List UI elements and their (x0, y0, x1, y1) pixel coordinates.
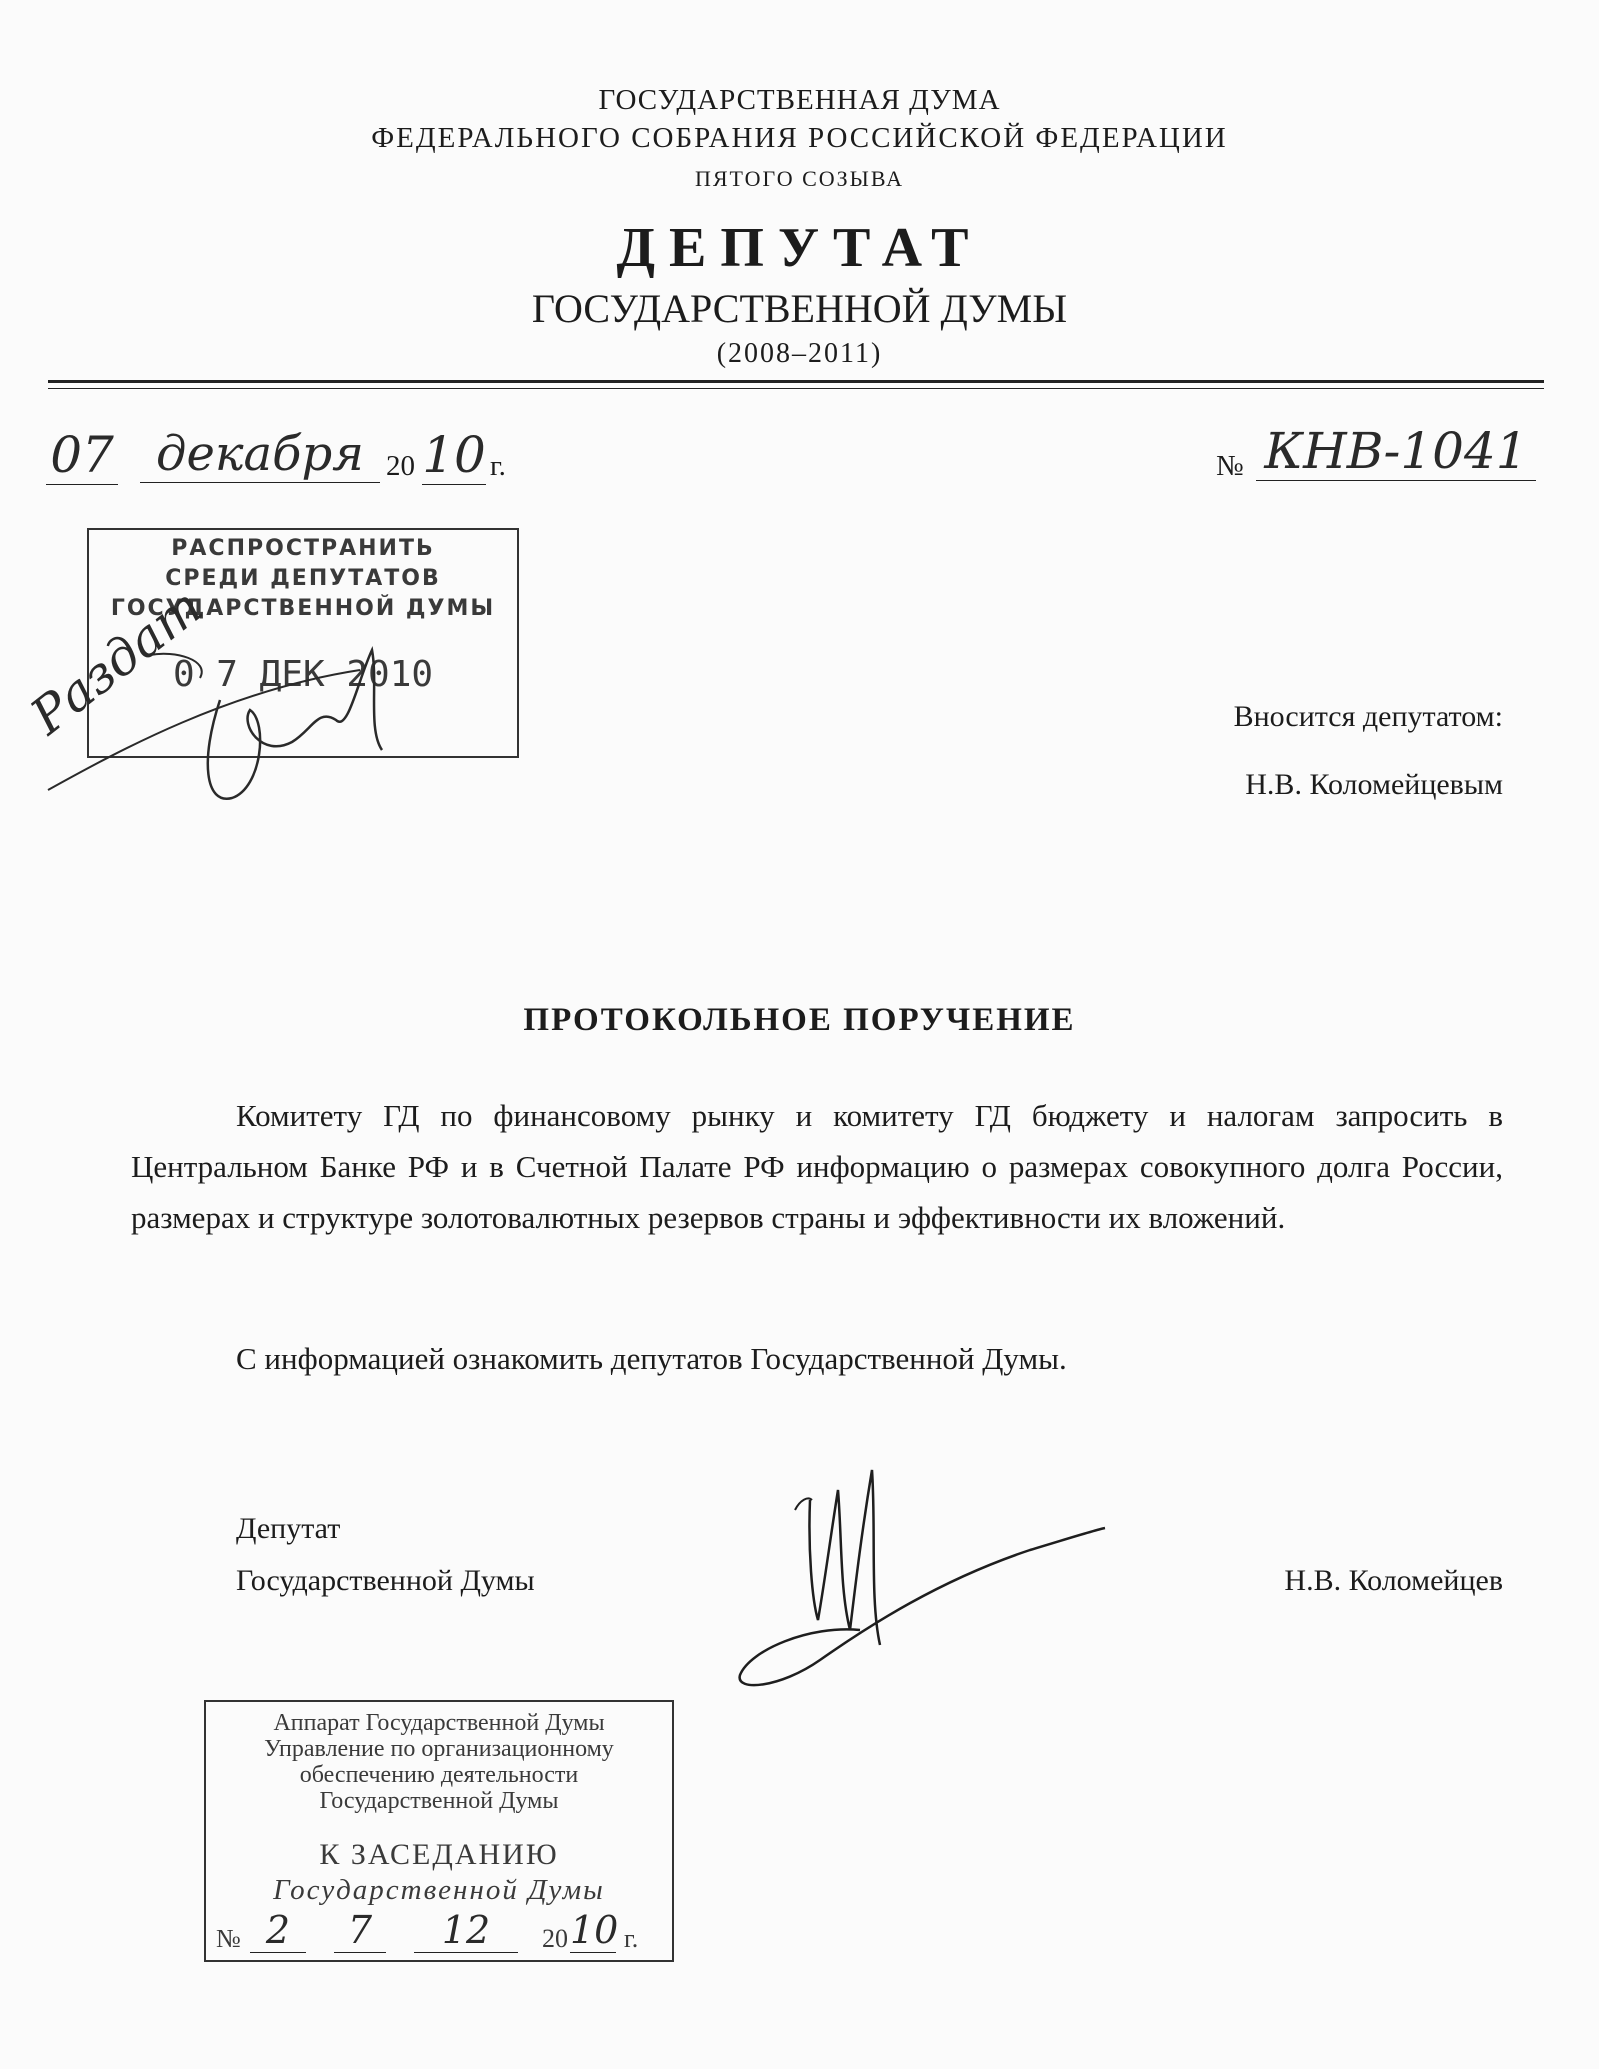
body-paragraph-2: С информацией ознакомить депутатов Государственной Думы. (236, 1341, 1067, 1376)
body-paragraph-1-text: Комитету ГД по финансовому рынку и комитету ГД бюджету и налогам запросить в Центральном Банке РФ и в Счетной Палате РФ информацию о размерах совокупного долга России, размерах и структуре золотовалютных резервов страны и эффективности их вложений. (131, 1098, 1503, 1235)
stamp-distribute-line2: СРЕДИ ДЕПУТАТОВ (165, 566, 441, 591)
date-suffix: г. (490, 450, 506, 482)
stamp-meeting-line1: Аппарат Государственной Думы (273, 1710, 605, 1736)
header-subtitle: ГОСУДАРСТВЕННОЙ ДУМЫ (531, 286, 1068, 331)
signature-name: Н.В. Коломейцев (1284, 1564, 1503, 1597)
handwritten-note: Раздат (20, 577, 214, 746)
number-label: № (1216, 450, 1244, 482)
signature-position-line2: Государственной Думы (236, 1564, 535, 1597)
submitted-label: Вносится депутатом: (1233, 700, 1503, 733)
stamp-distribute-line1: РАСПРОСТРАНИТЬ (171, 536, 435, 561)
stamp-meeting-no-label: № (216, 1924, 241, 1953)
handwritten-resolution-signature (0, 560, 560, 820)
stamp-distribute-date: 0 7 ДЕК 2010 (172, 654, 434, 695)
stamp-meeting (204, 1700, 674, 1962)
signature-scribble (700, 1430, 1120, 1700)
header-title: ДЕПУТАТ (616, 217, 983, 279)
stamp-meeting-year-prefix: 20 (542, 1924, 568, 1953)
stamp-meeting-line5: К ЗАСЕДАНИЮ (319, 1838, 559, 1871)
stamp-meeting-line6: Государственной Думы (273, 1874, 605, 1906)
stamp-meeting-sep: 12 (414, 1908, 518, 1953)
stamp-meeting-month: 7 (334, 1908, 386, 1953)
stamp-meeting-line2: Управление по организационному (264, 1736, 614, 1762)
date-day: 07 (46, 426, 118, 485)
header-line-assembly: ФЕДЕРАЛЬНОГО СОБРАНИЯ РОССИЙСКОЙ ФЕДЕРАЦИИ (371, 122, 1228, 154)
document-title: ПРОТОКОЛЬНОЕ ПОРУЧЕНИЕ (523, 1002, 1076, 1038)
stamp-meeting-line4: Государственной Думы (319, 1788, 559, 1814)
header-years: (2008–2011) (716, 338, 883, 369)
header-rule-thick (48, 380, 1544, 383)
date-year: 10 (422, 426, 486, 484)
stamp-meeting-day: 2 (250, 1908, 306, 1953)
stamp-meeting-line3: обеспечению деятельности (299, 1762, 579, 1788)
stamp-meeting-suffix: г. (624, 1924, 639, 1953)
header-line-duma: ГОСУДАРСТВЕННАЯ ДУМА (598, 84, 1001, 116)
signature-position-line1: Депутат (236, 1512, 341, 1545)
number-value: КНВ-1041 (1256, 422, 1536, 481)
stamp-meeting-year: 10 (570, 1908, 619, 1952)
date-century: 20 (386, 450, 415, 482)
body-paragraph-1 (131, 1090, 1503, 1243)
header-line-convocation: ПЯТОГО СОЗЫВА (694, 166, 905, 191)
date-month: декабря (140, 426, 380, 483)
submitted-name: Н.В. Коломейцевым (1245, 768, 1503, 801)
header-rule-thin (48, 388, 1544, 389)
stamp-distribute-line3: ГОСУДАРСТВЕННОЙ ДУМЫ (110, 596, 496, 621)
